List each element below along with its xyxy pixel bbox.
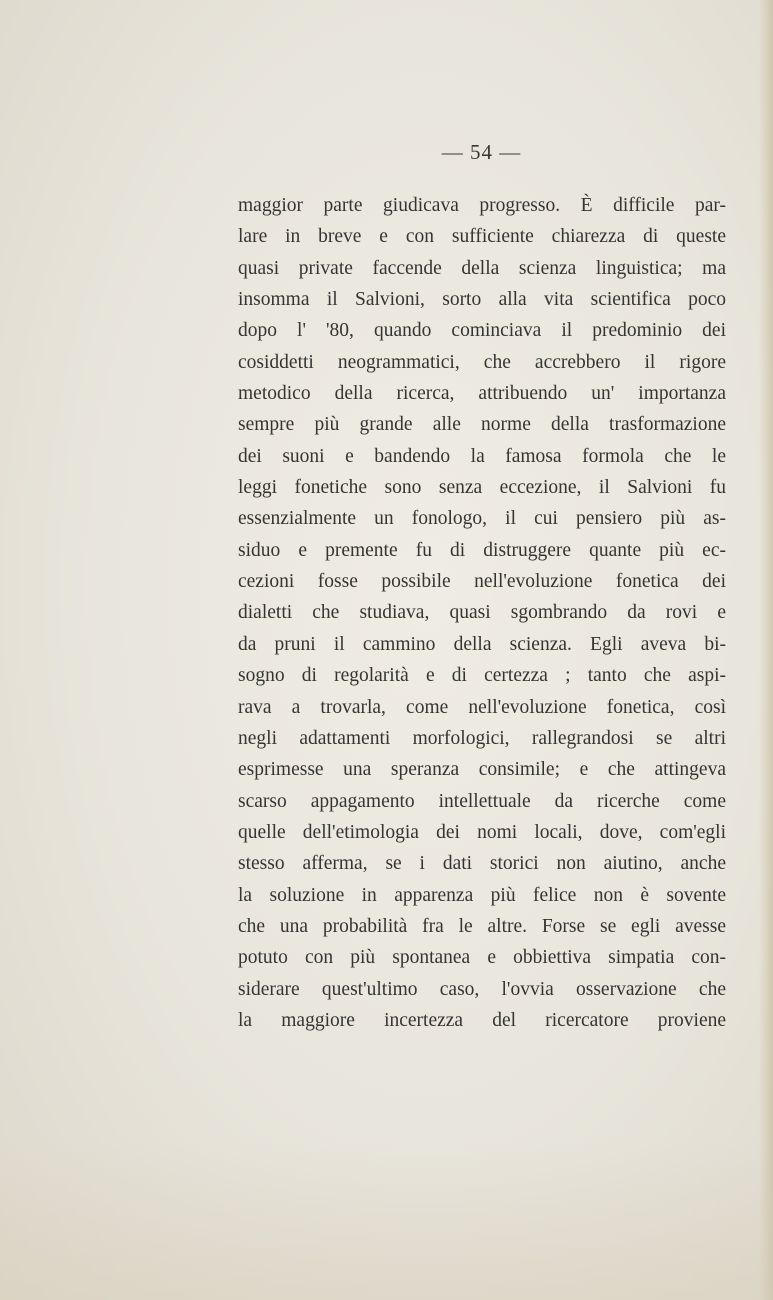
text-line: lare in breve e con sufficiente chiarezza di queste (238, 226, 726, 248)
text-line: maggior parte giudicava progresso. È difficile par- (238, 195, 726, 216)
page-edge-shadow (759, 0, 773, 1300)
text-line: stesso afferma, se i dati storici non aiutino, anche (238, 853, 726, 875)
page-number: — 54 — (441, 140, 522, 164)
text-line: negli adattamenti morfologici, rallegrandosi se altri (238, 727, 726, 749)
text-line: insomma il Salvioni, sorto alla vita scientifica poco (238, 289, 726, 311)
text-line: cosiddetti neogrammatici, che accrebbero il rigore (238, 351, 726, 373)
page-aging-stain (0, 1140, 773, 1300)
text-line: dopo l' '80, quando cominciava il predominio dei (238, 320, 726, 342)
text-line: metodico della ricerca, attribuendo un' importanza (238, 383, 726, 405)
text-line: quelle dell'etimologia dei nomi locali, dove, com'egli (238, 821, 726, 843)
text-line: rava a trovarla, come nell'evoluzione fonetica, così (238, 696, 726, 718)
body-text (238, 190, 726, 1036)
text-line: cezioni fosse possibile nell'evoluzione fonetica dei (238, 571, 726, 593)
text-line: potuto con più spontanea e obbiettiva simpatia con- (238, 947, 726, 969)
text-line: essenzialmente un fonologo, il cui pensiero più as- (238, 508, 726, 530)
text-line: da pruni il cammino della scienza. Egli aveva bi- (238, 633, 726, 655)
text-line: dei suoni e bandendo la famosa formola che le (238, 445, 726, 467)
text-line: siderare quest'ultimo caso, l'ovvia osservazione che (238, 978, 726, 1000)
text-line: scarso appagamento intellettuale da ricerche come (238, 790, 726, 812)
text-line: la maggiore incertezza del ricercatore proviene (238, 1009, 726, 1031)
text-line: sempre più grande alle norme della trasformazione (238, 414, 726, 436)
text-line: sogno di regolarità e di certezza ; tanto che aspi- (238, 665, 726, 687)
text-line: dialetti che studiava, quasi sgombrando da rovi e (238, 602, 726, 624)
text-line: esprimesse una speranza consimile; e che attingeva (238, 759, 726, 781)
text-line: la soluzione in apparenza più felice non è sovente (238, 884, 726, 906)
text-line: quasi private faccende della scienza linguistica; ma (238, 257, 726, 279)
text-line: siduo e premente fu di distruggere quante più ec- (238, 539, 726, 561)
text-line: leggi fonetiche sono senza eccezione, il Salvioni fu (238, 477, 726, 499)
text-line: che una probabilità fra le altre. Forse se egli avesse (238, 915, 726, 937)
